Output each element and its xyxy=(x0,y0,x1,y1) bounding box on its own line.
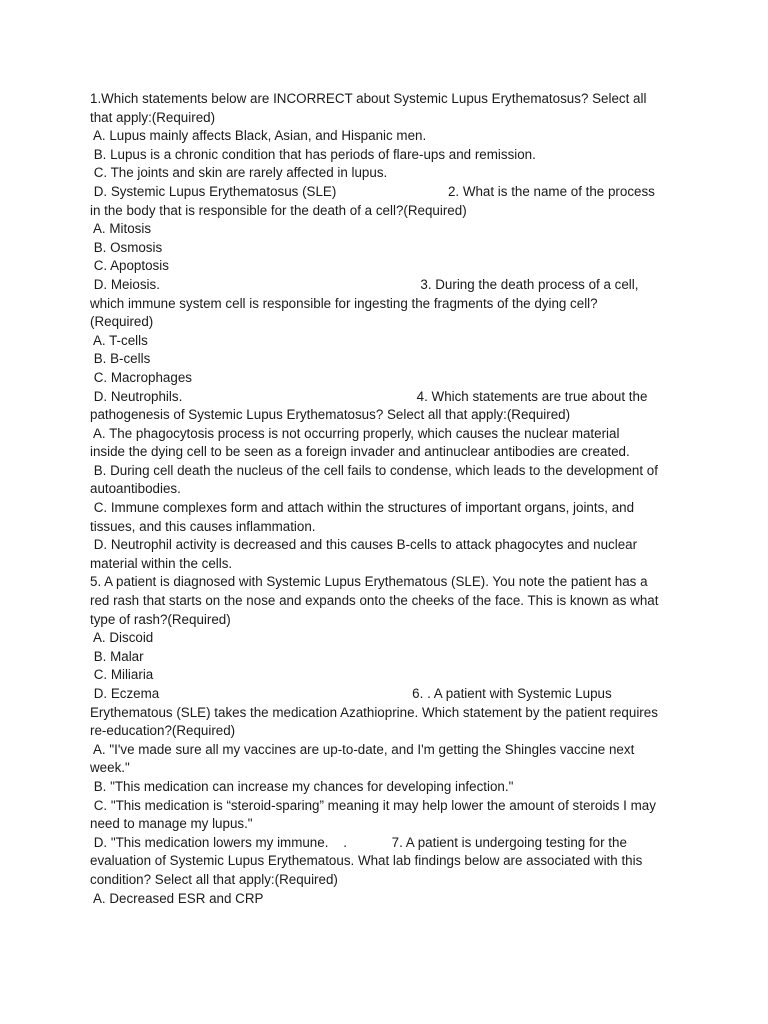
text-line: week." xyxy=(90,760,130,776)
text-line: Erythematous (SLE) takes the medication Azathioprine. Which statement by the patient requires xyxy=(90,704,658,720)
text-line: need to manage my lupus." xyxy=(90,816,253,832)
text-line: C. Macrophages xyxy=(90,369,192,385)
text-line: B. Lupus is a chronic condition that has periods of flare-ups and remission. xyxy=(90,146,536,162)
text-line: B. Malar xyxy=(90,648,144,664)
text-line: A. Lupus mainly affects Black, Asian, and Hispanic men. xyxy=(90,128,427,144)
text-line: B. "This medication can increase my chances for developing infection." xyxy=(90,778,514,794)
text-line: tissues, and this causes inflammation. xyxy=(90,518,316,534)
text-line: A. Decreased ESR and CRP xyxy=(90,890,264,906)
text-line: 5. A patient is diagnosed with Systemic Lupus Erythematous (SLE). You note the patient has a xyxy=(90,574,648,590)
text-line: A. T-cells xyxy=(90,332,148,348)
text-line: in the body that is responsible for the death of a cell?(Required) xyxy=(90,202,467,218)
text-line: A. "I've made sure all my vaccines are up-to-date, and I'm getting the Shingles vaccine next xyxy=(90,741,635,757)
text-line: re-education?(Required) xyxy=(90,723,236,739)
text-line: C. "This medication is “steroid-sparing” meaning it may help lower the amount of steroids I may xyxy=(90,797,656,813)
text-line: red rash that starts on the nose and expands onto the cheeks of the face. This is known as what xyxy=(90,593,659,609)
text-line: C. Apoptosis xyxy=(90,258,169,274)
text-line: D. Neutrophil activity is decreased and this causes B-cells to attack phagocytes and nuclear xyxy=(90,537,638,553)
text-line: C. Miliaria xyxy=(90,667,154,683)
text-line: D. Meiosis. 3. During the death process of a cell, xyxy=(90,276,639,292)
document-page xyxy=(90,90,690,908)
text-line: 1.Which statements below are INCORRECT about Systemic Lupus Erythematosus? Select all xyxy=(90,91,647,106)
text-line: material within the cells. xyxy=(90,555,233,571)
text-line: inside the dying cell to be seen as a foreign invader and antinuclear antibodies are created. xyxy=(90,444,630,460)
text-line: D. Systemic Lupus Erythematosus (SLE) 2. What is the name of the process xyxy=(90,183,655,199)
text-line: C. The joints and skin are rarely affected in lupus. xyxy=(90,165,388,181)
text-line: C. Immune complexes form and attach within the structures of important organs, joints, and xyxy=(90,500,635,516)
text-line: D. Eczema 6. . A patient with Systemic Lupus xyxy=(90,686,612,701)
text-line: autoantibodies. xyxy=(90,481,181,497)
text-line: pathogenesis of Systemic Lupus Erythematosus? Select all that apply:(Required) xyxy=(90,407,571,423)
text-line: B. B-cells xyxy=(90,351,151,367)
text-line: D. Neutrophils. 4. Which statements are true about the xyxy=(90,388,648,404)
text-line: B. Osmosis xyxy=(90,239,163,255)
text-line: type of rash?(Required) xyxy=(90,611,231,627)
text-line: A. Mitosis xyxy=(90,221,152,237)
text-line: D. "This medication lowers my immune. . 7. A patient is undergoing testing for the xyxy=(90,834,627,850)
text-line: (Required) xyxy=(90,314,154,330)
text-line: that apply:(Required) xyxy=(90,109,216,125)
text-line: which immune system cell is responsible for ingesting the fragments of the dying cell? xyxy=(90,295,598,311)
text-line: B. During cell death the nucleus of the cell fails to condense, which leads to the development of xyxy=(90,462,658,478)
text-line: A. Discoid xyxy=(90,630,154,646)
text-line: condition? Select all that apply:(Required) xyxy=(90,871,338,887)
text-line: A. The phagocytosis process is not occurring properly, which causes the nuclear material xyxy=(90,425,620,441)
text-line: evaluation of Systemic Lupus Erythematous. What lab findings below are associated with this xyxy=(90,853,643,869)
